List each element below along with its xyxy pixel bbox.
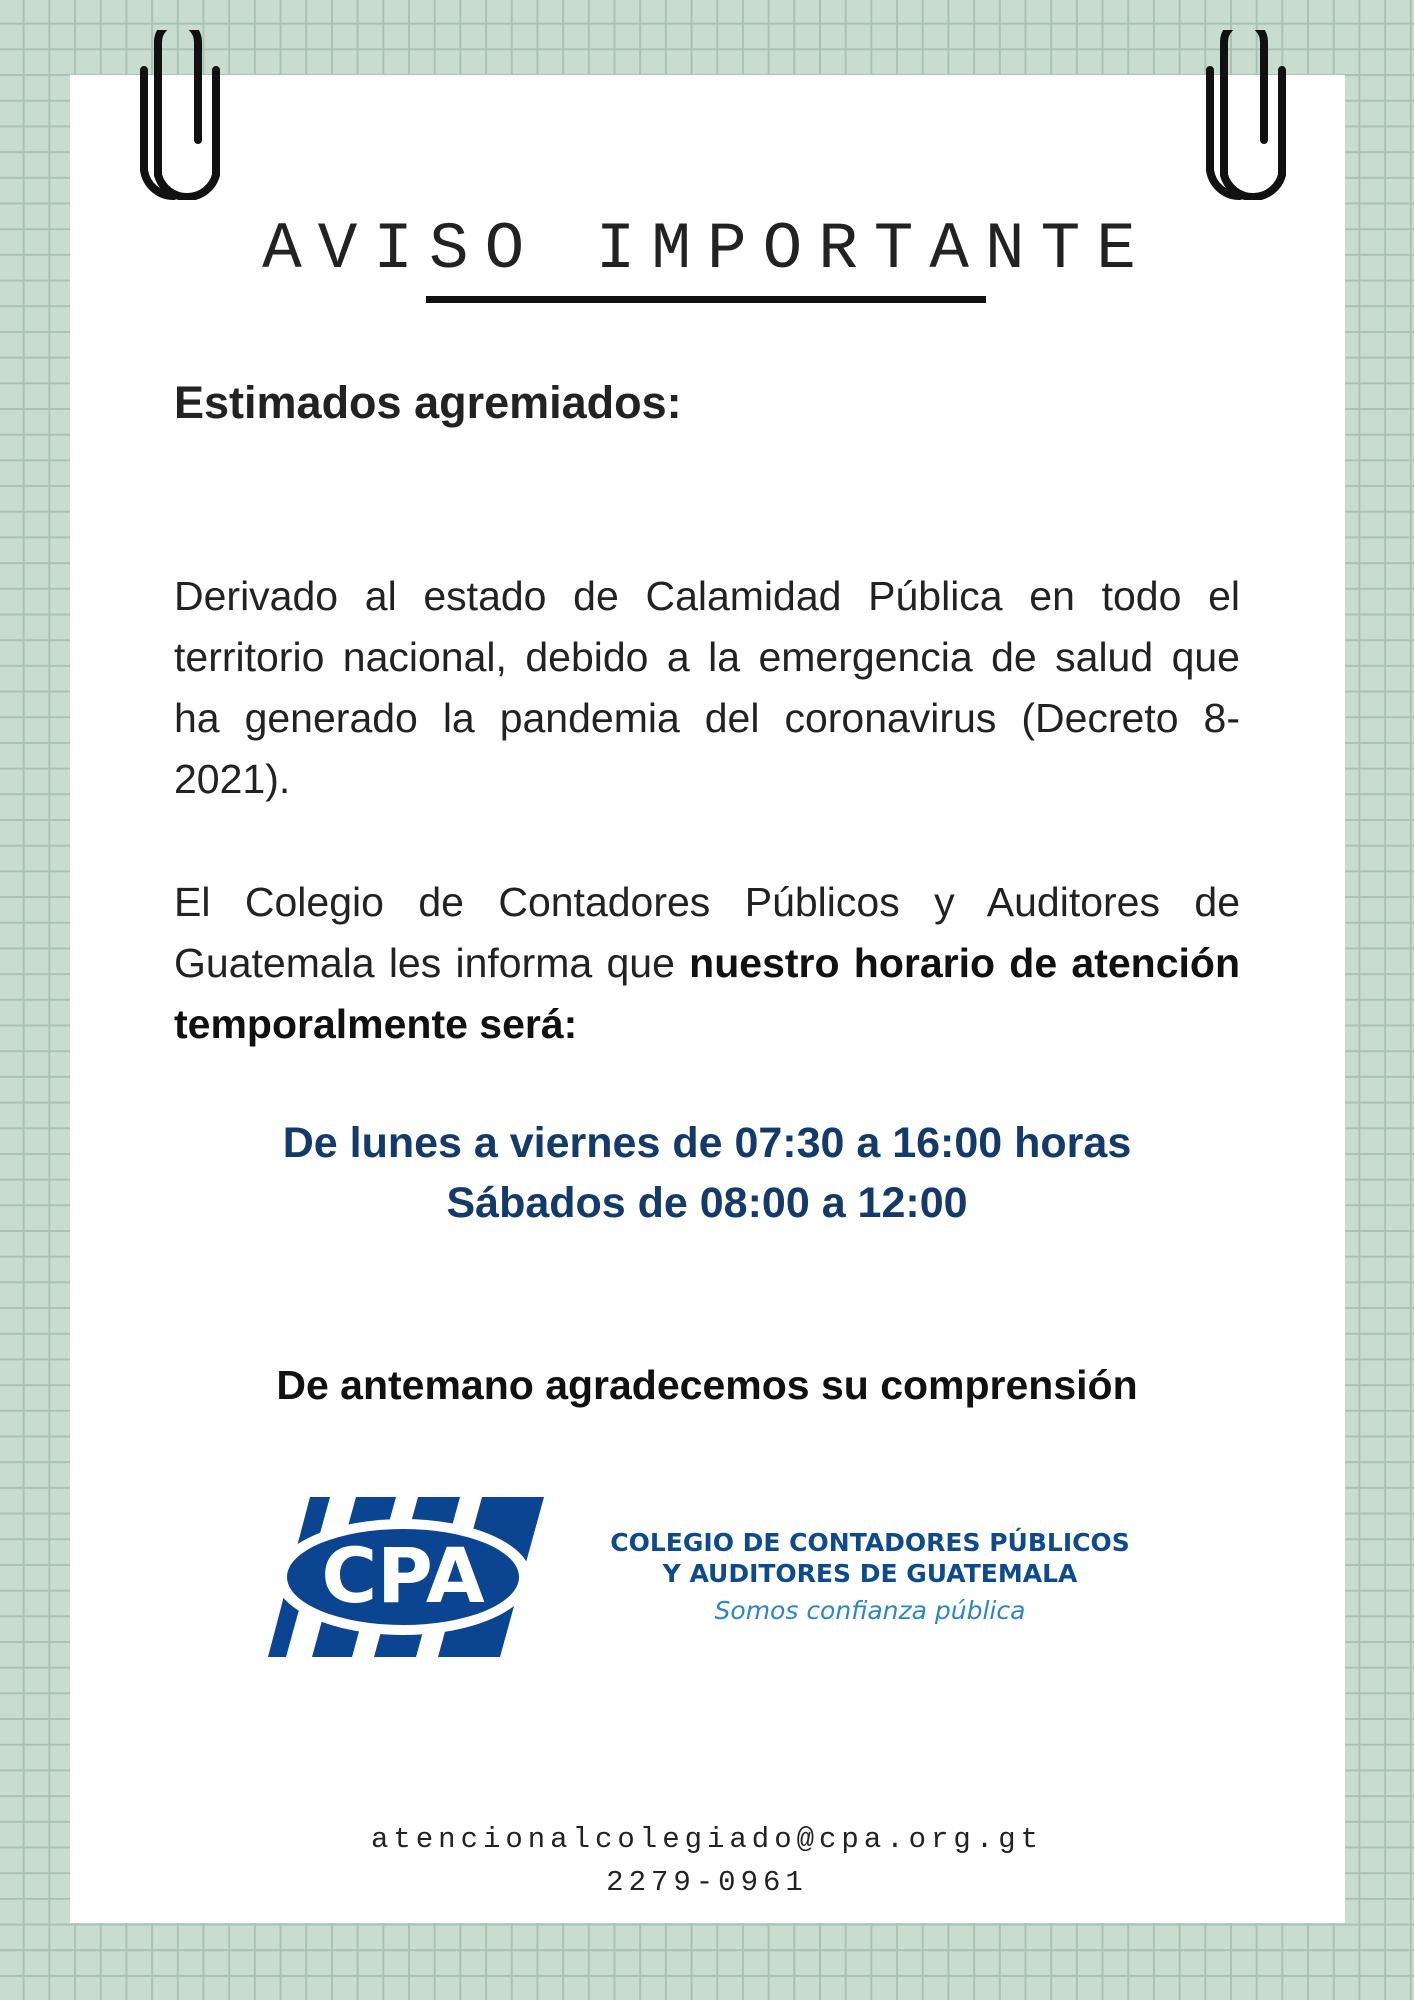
contact-email[interactable]: atencionalcolegiado@cpa.org.gt — [370, 1823, 1044, 1856]
schedule-weekdays: De lunes a viernes de 07:30 a 16:00 horas — [282, 1119, 1132, 1167]
organization-name-line2: Y AUDITORES DE GUATEMALA — [662, 1559, 1078, 1588]
organization-slogan: Somos confianza pública — [714, 1596, 1026, 1625]
thanks-message: De antemano agradecemos su comprensión — [276, 1362, 1138, 1408]
paperclip-right-icon — [1202, 30, 1286, 200]
paragraph-calamity: Derivado al estado de Calamidad Pública en todo el territorio nacional, debido a la emergencia de salud que ha generado la pandemia del coronavirus (Decreto 8-2021). — [174, 573, 1240, 802]
contact-phone: 2279-0961 — [606, 1866, 808, 1899]
organization-name-line1: COLEGIO DE CONTADORES PÚBLICOS — [610, 1528, 1130, 1557]
schedule-saturday: Sábados de 08:00 a 12:00 — [446, 1179, 968, 1227]
organization-name — [590, 1527, 1150, 1589]
cpa-logo-icon — [268, 1497, 544, 1657]
greeting: Estimados agremiados: — [174, 377, 682, 428]
title-underline — [426, 296, 986, 303]
paragraph-intro-text: El Colegio de Contadores Públicos y Auditores de Guatemala les informa que — [174, 879, 1240, 986]
logo-text: CPA — [321, 1531, 485, 1620]
paragraph-bold-text: nuestro horario de atención temporalmente será: — [174, 940, 1240, 1047]
paragraph-schedule-intro — [174, 872, 1240, 1055]
paperclip-left-icon — [136, 30, 220, 200]
notice-title: AVISO IMPORTANTE — [262, 212, 1152, 287]
